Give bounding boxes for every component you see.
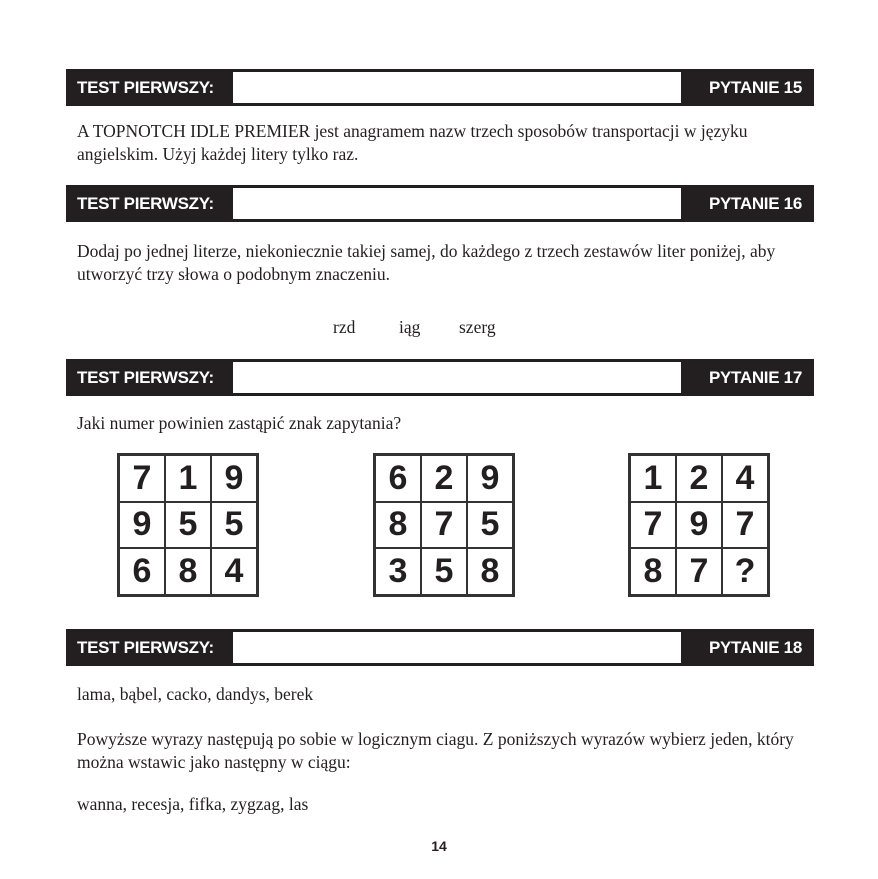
- test-label: TEST PIERWSZY:: [77, 368, 214, 387]
- question-18-header: [66, 629, 814, 666]
- grid-cell: 3: [375, 548, 421, 595]
- number-grid-1: [117, 453, 259, 597]
- question-15-text: A TOPNOTCH IDLE PREMIER jest anagramem nazw trzech sposobów transportacji w języku angielskim. Użyj każdej litery tylko raz.: [77, 121, 748, 164]
- question-18-word-sequence: lama, bąbel, cacko, dandys, berek: [77, 684, 314, 704]
- grid-cell: 7: [630, 502, 676, 549]
- header-blank-box: [233, 72, 681, 103]
- page-number: 14: [431, 838, 447, 854]
- question-number-label: PYTANIE 16: [708, 194, 802, 213]
- grid-cell: 1: [630, 455, 676, 502]
- question-17-header: [66, 359, 814, 396]
- question-number-label: PYTANIE 17: [708, 368, 802, 387]
- question-15-header: [66, 69, 814, 106]
- header-blank-box: [233, 188, 681, 219]
- grid-cell: 8: [375, 502, 421, 549]
- letter-set: szerg: [459, 317, 496, 337]
- grid-cell: 9: [467, 455, 513, 502]
- question-17-text: Jaki numer powinien zastąpić znak zapytania?: [77, 413, 402, 433]
- grid-cell: 7: [119, 455, 165, 502]
- number-grid-2: [373, 453, 515, 597]
- grid-cell: 8: [165, 548, 211, 595]
- question-16-header: [66, 185, 814, 222]
- grid-cell: 7: [676, 548, 722, 595]
- grid-cell: 8: [630, 548, 676, 595]
- grid-cell: 1: [165, 455, 211, 502]
- test-label: TEST PIERWSZY:: [77, 638, 214, 657]
- grid-cell: 5: [467, 502, 513, 549]
- grid-cell: 6: [375, 455, 421, 502]
- letter-set: iąg: [399, 317, 421, 337]
- question-number-label: PYTANIE 18: [708, 638, 802, 657]
- question-18-instructions: Powyższe wyrazy następują po sobie w logicznym ciagu. Z poniższych wyrazów wybierz jeden, który można wstawic jako następny w ciągu:: [77, 729, 794, 772]
- grid-cell: 4: [722, 455, 768, 502]
- grid-cell: 9: [119, 502, 165, 549]
- header-blank-box: [233, 632, 681, 663]
- test-label: TEST PIERWSZY:: [77, 194, 214, 213]
- grid-cell: 9: [211, 455, 257, 502]
- question-18-options: wanna, recesja, fifka, zygzag, las: [77, 794, 309, 814]
- grid-cell: 6: [119, 548, 165, 595]
- grid-cell: 4: [211, 548, 257, 595]
- grid-cell: 7: [421, 502, 467, 549]
- grid-cell: 2: [421, 455, 467, 502]
- question-16-text: Dodaj po jednej literze, niekoniecznie takiej samej, do każdego z trzech zestawów liter poniżej, aby utworzyć trzy słowa o podobnym znaczeniu.: [77, 241, 776, 284]
- number-grid-3: [628, 453, 770, 597]
- grid-cell: 5: [211, 502, 257, 549]
- header-blank-box: [233, 362, 681, 393]
- grid-cell: 5: [165, 502, 211, 549]
- letter-set: rzd: [333, 317, 356, 337]
- question-number-label: PYTANIE 15: [708, 78, 802, 97]
- test-label: TEST PIERWSZY:: [77, 78, 214, 97]
- grid-cell: 8: [467, 548, 513, 595]
- grid-cell: 2: [676, 455, 722, 502]
- question-mark-cell: ?: [722, 548, 768, 595]
- grid-cell: 9: [676, 502, 722, 549]
- grid-cell: 5: [421, 548, 467, 595]
- grid-cell: 7: [722, 502, 768, 549]
